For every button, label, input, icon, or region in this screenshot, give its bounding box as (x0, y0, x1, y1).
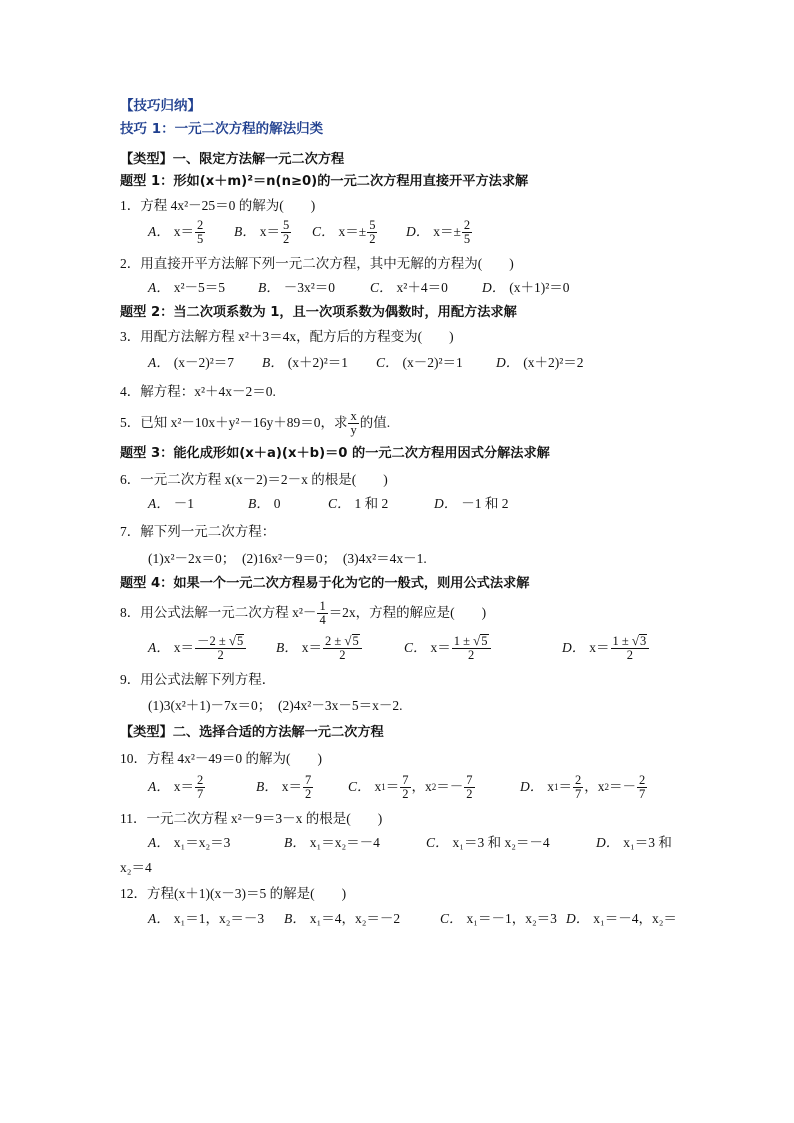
question-5-stem: 5．已知 x²－10x＋y²－16y＋89＝0，求 $\frac{x}{y}$ 的值. (120, 409, 391, 438)
fraction: $\frac{7}{2}$ (402, 772, 409, 801)
option-a: A． (x－2)²＝7 (148, 355, 235, 371)
option-a: A． x＝ $\frac{2}{5}$ (148, 217, 204, 246)
fraction: $\frac{2}{5}$ (197, 217, 204, 246)
option-d: D． (x＋1)²＝0 (482, 280, 570, 295)
fraction: $\frac{1}{4}$ (319, 599, 326, 628)
question-2-stem: 2．用直接开平方法解下列一元二次方程，其中无解的方程为( ) (120, 255, 514, 271)
question-4-stem: 4．解方程：x²＋4x－2＝0. (120, 383, 276, 399)
option-a: A． x＝ $\frac{2}{7}$ (148, 772, 204, 801)
option-c: C． x₁＝－1，x₂＝3 (440, 910, 557, 926)
option-b: B． x＝ 2 ± √ 5 2 (276, 634, 404, 663)
option-c: C． x 1 ＝ $\frac{7}{2}$ ，x 2 ＝－ $\frac{7}{2}$ (348, 772, 473, 801)
fraction: －2 ± √ 5 2 (195, 634, 246, 663)
question-2-options (120, 280, 680, 297)
option-a: A． x²－5＝5 (148, 280, 226, 295)
option-d: D． x₁＝3 和 (596, 835, 672, 850)
question-11-option-d-continued: x₂＝4 (120, 859, 152, 875)
skill-title: 技巧 1：一元二次方程的解法归类 (120, 120, 324, 137)
option-c: C． (x－2)²＝1 (376, 355, 463, 371)
question-10-options (120, 774, 680, 801)
topic3-heading: 题型 3：能化成形如(x＋a)(x＋b)＝0 的一元二次方程用因式分解法求解 (120, 445, 550, 461)
fraction: $\frac{2}{7}$ (197, 772, 204, 801)
question-9-subparts: (1)3(x²＋1)－7x＝0； (2)4x²－3x－5＝x－2. (148, 698, 403, 714)
option-d: D． x＝ 1 ± √ 3 2 (562, 634, 650, 663)
type2-heading: 【类型】二、选择合适的方法解一元二次方程 (120, 725, 384, 741)
type1-heading: 【类型】一、限定方法解一元二次方程 (120, 151, 345, 167)
fraction: 2 ± √ 5 2 (323, 634, 362, 663)
option-b: B． x₁＝4，x₂＝－2 (284, 910, 401, 926)
option-a: A． x₁＝x₂＝3 (148, 835, 231, 850)
fraction: $\frac{x}{y}$ (350, 409, 357, 438)
section-title: 【技巧归纳】 (120, 98, 201, 114)
fraction: $\frac{2}{7}$ (575, 772, 582, 801)
question-12-stem: 12．方程(x＋1)(x－3)＝5 的解是( ) (120, 886, 347, 902)
fraction: 1 ± √ 5 2 (452, 634, 491, 663)
option-c: C． x₁＝3 和 x₂＝－4 (426, 835, 550, 850)
sqrt: √ 5 (344, 632, 359, 648)
fraction: $\frac{2}{5}$ (463, 217, 471, 246)
fraction: $\frac{7}{2}$ (305, 772, 312, 801)
fraction: 1 ± √ 3 2 (611, 634, 650, 663)
option-d: D． x 1 ＝ $\frac{2}{7}$ ，x 2 ＝－ $\frac{2}{7}$ (520, 772, 646, 801)
sqrt: √ 5 (228, 632, 244, 648)
question-1-stem: 1．方程 4x²－25＝0 的解为( ) (120, 198, 316, 214)
option-d: D． x₁＝－4，x₂＝ (566, 910, 677, 926)
option-b: B． x＝ $\frac{5}{2}$ (234, 217, 290, 246)
option-a: A． x＝ －2 ± √ 5 2 (148, 634, 276, 663)
question-6-stem: 6．一元二次方程 x(x－2)＝2－x 的根是( ) (120, 471, 388, 487)
topic1-heading: 题型 1：形如(x＋m)²＝n(n≥0)的一元二次方程用直接开平方法求解 (120, 174, 529, 190)
question-10-stem: 10．方程 4x²－49＝0 的解为( ) (120, 751, 323, 767)
question-12-options (120, 911, 680, 928)
question-1-options (120, 219, 680, 246)
fraction: $\frac{2}{7}$ (639, 772, 646, 801)
option-d: D． －1 和 2 (434, 496, 509, 511)
option-b: B． (x＋2)²＝1 (262, 355, 349, 371)
question-3-options (120, 355, 680, 372)
question-6-options (120, 496, 680, 513)
fraction: $\frac{7}{2}$ (466, 772, 473, 801)
option-c: C． x²＋4＝0 (370, 280, 448, 295)
topic2-heading: 题型 2：当二次项系数为 1，且一次项系数为偶数时，用配方法求解 (120, 304, 517, 320)
option-b: B． x＝ $\frac{7}{2}$ (256, 772, 312, 801)
sqrt: √ 3 (631, 632, 647, 648)
option-b: B． x₁＝x₂＝－4 (284, 835, 380, 850)
option-b: B． 0 (248, 496, 281, 511)
worksheet-page (120, 98, 680, 928)
topic4-heading: 题型 4：如果一个一元二次方程易于化为它的一般式，则用公式法求解 (120, 575, 530, 591)
option-c: C． x＝± $\frac{5}{2}$ (312, 217, 376, 246)
question-9-stem: 9．用公式法解下列方程． (120, 671, 276, 687)
question-11-stem: 11．一元二次方程 x²－9＝3－x 的根是( ) (120, 810, 383, 826)
option-d: D． (x＋2)²＝2 (496, 355, 584, 371)
option-d: D． x＝± $\frac{2}{5}$ (406, 217, 471, 246)
fraction: $\frac{5}{2}$ (283, 217, 290, 246)
option-a: A． －1 (148, 496, 194, 511)
question-7-stem: 7．解下列一元二次方程： (120, 524, 276, 540)
sqrt: √ 5 (473, 632, 488, 648)
question-8-stem: 8．用公式法解一元二次方程 x²－ $\frac{1}{4}$ ＝2x，方程的解应是( ) (120, 599, 487, 628)
option-b: B． －3x²＝0 (258, 280, 336, 295)
option-a: A． x₁＝1，x₂＝－3 (148, 910, 265, 926)
fraction: $\frac{5}{2}$ (369, 217, 376, 246)
option-c: C． x＝ 1 ± √ 5 2 (404, 634, 562, 663)
question-11-options (120, 835, 680, 852)
question-3-stem: 3．用配方法解方程 x²＋3＝4x，配方后的方程变为( ) (120, 328, 454, 344)
question-7-subparts: (1)x²－2x＝0； (2)16x²－9＝0； (3)4x²＝4x－1. (148, 550, 427, 566)
question-8-options (120, 634, 680, 663)
option-c: C． 1 和 2 (328, 496, 389, 511)
